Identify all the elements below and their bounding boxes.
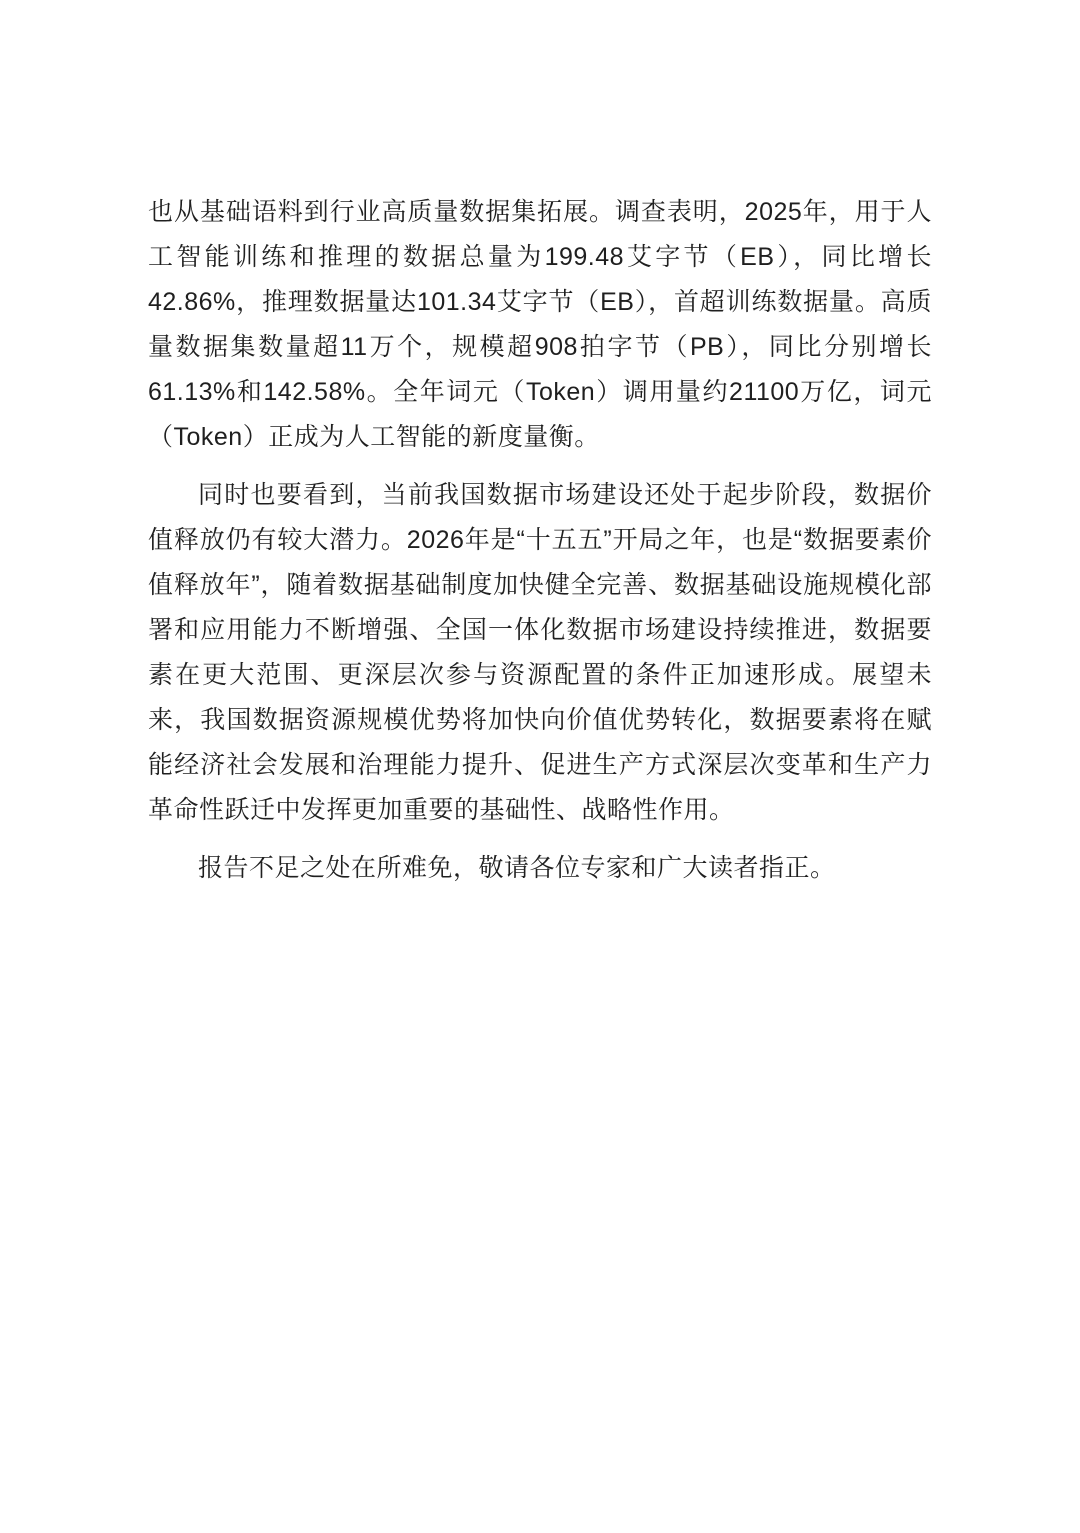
paragraph-outlook: 同时也要看到，当前我国数据市场建设还处于起步阶段，数据价值释放仍有较大潜力。2026年是“十五五”开局之年，也是“数据要素价值释放年”，随着数据基础制度加快健全完善、数据基础设施规模化部署和应用能力不断增强、全国一体化数据市场建设持续推进，数据要素在更大范围、更深层次参与资源配置的条件正加速形成。展望未来，我国数据资源规模优势将加快向价值优势转化，数据要素将在赋能经济社会发展和治理能力提升、促进生产方式深层次变革和生产力革命性跃迁中发挥更加重要的基础性、战略性作用。 xyxy=(148,481,932,824)
paragraph-closing-remark: 报告不足之处在所难免，敬请各位专家和广大读者指正。 xyxy=(198,854,836,882)
paragraph-continuation: 也从基础语料到行业高质量数据集拓展。调查表明，2025年，用于人工智能训练和推理的数据总量为199.48艾字节（EB），同比增长42.86%，推理数据量达101.34艾字节（EB），首超训练数据量。高质量数据集数量超11万个，规模超908拍字节（PB），同比分别增长61.13%和142.58%。全年词元（Token）调用量约21100万亿，词元（Token）正成为人工智能的新度量衡。 xyxy=(148,198,932,451)
page-text-content xyxy=(148,190,932,904)
